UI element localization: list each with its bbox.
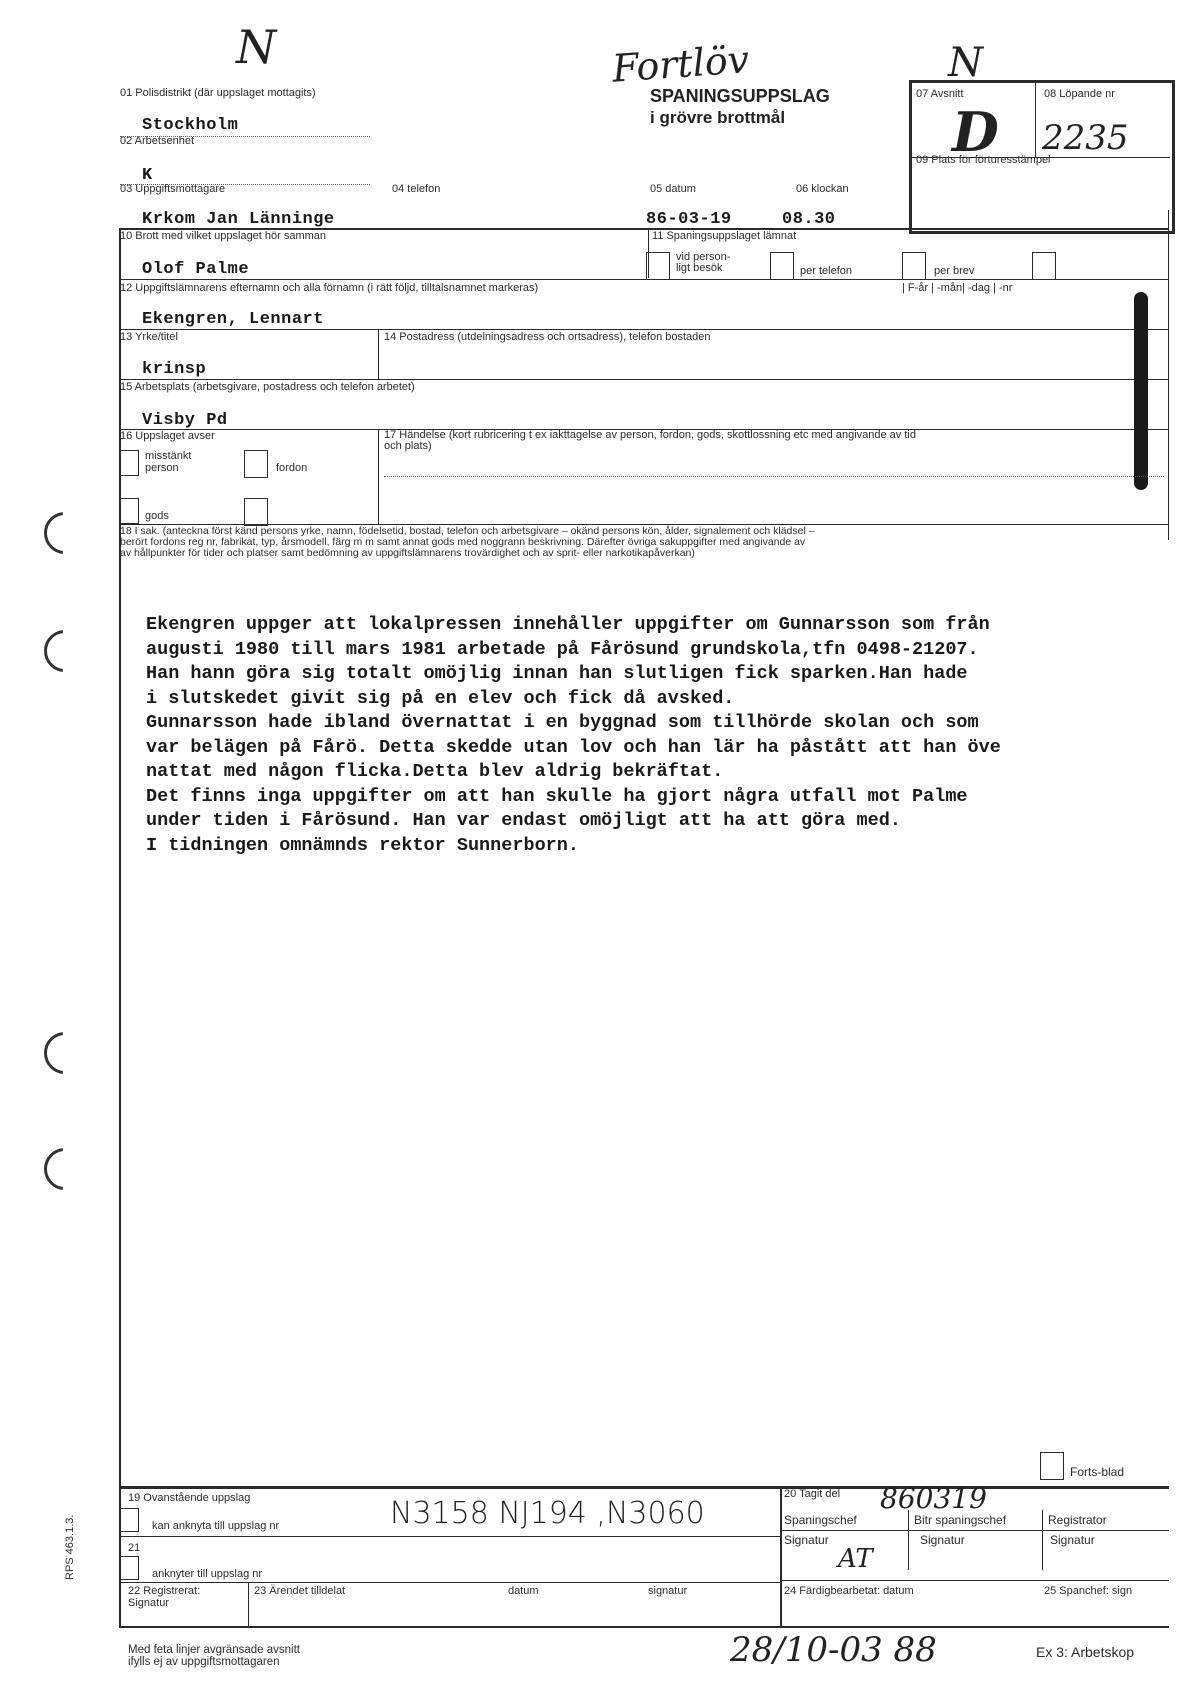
- value-occupation: krinsp: [142, 360, 207, 379]
- narrative-line: augusti 1980 till mars 1981 arbetade på Fårösund grundskola,tfn 0498-21207.: [146, 638, 979, 660]
- dotted-line: [384, 476, 1164, 477]
- divider: [378, 429, 379, 524]
- label-f16: 16 Uppslaget avser: [120, 430, 215, 442]
- label-signatur: signatur: [648, 1585, 688, 1597]
- label-f25: 25 Spanchef: sign: [1044, 1585, 1133, 1597]
- value-informant: Ekengren, Lennart: [142, 310, 324, 329]
- divider: [780, 1530, 1169, 1531]
- label-f13: 13 Yrke/titel: [120, 331, 178, 343]
- divider: [119, 1626, 1169, 1628]
- form-code: RPS 463.1.3.: [64, 1514, 76, 1580]
- label-f23: 23 Ärendet tilldelat: [254, 1585, 346, 1597]
- label-f09: 09 Plats för förturesstämpel: [916, 154, 1051, 166]
- narrative-line: I tidningen omnämnds rektor Sunnerborn.: [146, 834, 579, 856]
- label-f04: 04 telefon: [392, 183, 441, 195]
- checkbox-vehicle[interactable]: [244, 450, 268, 478]
- divider: [119, 1536, 780, 1537]
- label-f01: 01 Polisdistrikt (där uppslaget mottagits): [120, 87, 316, 99]
- label-f14: 14 Postadress (utdelningsadress och ortsadress), telefon bostaden: [384, 331, 711, 343]
- label-f18: 18 I sak. (anteckna först känd persons yrke, namn, födelsetid, bostad, telefon och arbetsgivare – okänd persons kön, ålder, signalement och klädsel – berört fordons reg nr, fabrikat, typ, årsmodell, färg m m samt annat gods med noggrann beskrivning. Därefter övriga sakuppgifter med angivande av av hållpunkter för tider och platser samt bedömning av uppgiftslämnarens trovärdighet och av sprit- eller narkotikapåverkan): [120, 525, 815, 559]
- label-datum: datum: [508, 1585, 539, 1597]
- narrative-line: Han hann göra sig totalt omöjlig innan han slutligen fick sparken.Han hade: [146, 663, 968, 684]
- checkbox-extra-16[interactable]: [244, 498, 268, 526]
- checkbox-f21[interactable]: [119, 1556, 139, 1580]
- label-f06: 06 klockan: [796, 183, 849, 195]
- copy-label: Ex 3: Arbetskop: [1036, 1644, 1135, 1660]
- label-f19-sub: kan anknyta till uppslag nr: [152, 1520, 280, 1532]
- divider: [1035, 82, 1036, 157]
- label-f08: 08 Löpande nr: [1044, 88, 1115, 100]
- narrative-line: var belägen på Fårö. Detta skedde utan lov och han lär ha påstått att han öve: [146, 736, 1001, 758]
- divider: [378, 329, 379, 379]
- label-f16-vehicle: fordon: [276, 462, 308, 474]
- narrative-line: i slutskedet givit sig på en elev och fick då avsked.: [146, 687, 735, 709]
- label-f07: 07 Avsnitt: [916, 88, 964, 100]
- label-f11: 11 Spaningsuppslaget lämnat: [652, 230, 797, 242]
- divider: [119, 329, 1169, 330]
- checkbox-visit[interactable]: [646, 252, 670, 280]
- value-workplace: Visby Pd: [142, 411, 228, 430]
- handwritten-mark-left: N: [236, 20, 277, 74]
- handwritten-note-top: Fortlöv: [610, 37, 751, 91]
- label-f16-goods: gods: [145, 510, 169, 522]
- label-f21-sub: anknyter till uppslag nr: [152, 1568, 263, 1580]
- form-title: SPANINGSUPPSLAG: [650, 86, 830, 106]
- divider: [248, 1582, 249, 1626]
- label-f11-letter: per brev: [934, 265, 975, 277]
- label-f02: 02 Arbetsenhet: [120, 135, 195, 147]
- checkbox-goods[interactable]: [119, 498, 139, 524]
- narrative-line: Gunnarsson hade ibland övernattat i en byggnad som tillhörde skolan och som: [146, 712, 979, 733]
- label-f17: 17 Händelse (kort rubricering t ex iakttagelse av person, fordon, gods, skottlossning etc med angivande av tid och plats): [384, 429, 916, 452]
- label-f16-suspect: misstänkt person: [145, 450, 192, 474]
- handwritten-mark-right: N: [948, 40, 983, 86]
- label-f19: 19 Ovanstående uppslag: [128, 1492, 251, 1504]
- value-related-refs: N3158 NJ194 ,N3060: [390, 1496, 705, 1531]
- label-f22: 22 Registrerat: Signatur: [128, 1585, 201, 1609]
- label-f21: 21: [128, 1542, 141, 1554]
- value-section: D: [952, 100, 999, 164]
- narrative-line: Det finns inga uppgifter om att han skulle ha gjort några utfall mot Palme: [146, 785, 968, 807]
- divider: [119, 379, 1169, 380]
- checkbox-suspect[interactable]: [119, 450, 139, 476]
- divider: [1042, 1510, 1043, 1570]
- form-right-border: [1168, 210, 1169, 540]
- punch-hole: [44, 1148, 86, 1190]
- label-signature: Signatur: [920, 1533, 965, 1547]
- value-taken-date: 860319: [880, 1482, 987, 1515]
- divider: [908, 1510, 909, 1570]
- label-signature: Signatur: [784, 1533, 829, 1547]
- value-serial-no: 2235: [1042, 118, 1129, 158]
- footer-note: Med feta linjer avgränsade avsnitt ifylls ej av uppgiftsmottagaren: [128, 1644, 300, 1668]
- narrative-line: under tiden i Fårösund. Han var endast omöjligt att ha att göra med.: [146, 810, 901, 831]
- punch-hole: [44, 630, 86, 672]
- form-subtitle: i grövre brottmål: [650, 108, 786, 127]
- checkbox-letter[interactable]: [902, 252, 926, 280]
- handwritten-bottom-date: 28/10-03 88: [730, 1630, 937, 1670]
- value-unit: K: [142, 166, 153, 185]
- punch-hole: [44, 1032, 86, 1074]
- narrative-line: nattat med någon flicka.Detta blev aldrig bekräftat.: [146, 761, 724, 782]
- label-f20-chief: Spaningschef: [784, 1513, 857, 1527]
- label-f20-reg: Registrator: [1048, 1513, 1107, 1527]
- divider: [119, 279, 1169, 280]
- label-f12: 12 Uppgiftslämnarens efternamn och alla förnamn (i rätt följd, tilltalsnamnet markeras): [120, 282, 539, 294]
- divider: [780, 1580, 1169, 1581]
- value-crime: Olof Palme: [142, 260, 250, 279]
- value-receiver: Krkom Jan Länninge: [142, 210, 335, 229]
- divider: [780, 1486, 782, 1626]
- checkbox-extra[interactable]: [1032, 252, 1056, 280]
- label-f20: 20 Tagit del: [784, 1488, 841, 1500]
- checkbox-f19[interactable]: [119, 1508, 139, 1532]
- label-f24: 24 Färdigbearbetat: datum: [784, 1585, 914, 1597]
- label-signature: Signatur: [1050, 1533, 1095, 1547]
- label-f05: 05 datum: [650, 183, 696, 195]
- label-f03: 03 Uppgiftsmottagare: [120, 183, 226, 195]
- label-f10: 10 Brott med vilket uppslaget hör samman: [120, 230, 327, 242]
- value-date: 86-03-19: [646, 210, 732, 229]
- label-f11-phone: per telefon: [800, 265, 852, 277]
- value-signature-initials: AT: [838, 1544, 873, 1574]
- label-f12-date: | F-år | -mån| -dag | -nr: [902, 282, 1013, 294]
- value-time: 08.30: [782, 210, 836, 229]
- label-f15: 15 Arbetsplats (arbetsgivare, postadress och telefon arbetet): [120, 381, 415, 393]
- label-f20-asst: Bitr spaningschef: [914, 1513, 1007, 1527]
- punch-hole: [44, 512, 86, 554]
- divider: [119, 1582, 780, 1583]
- checkbox-forts-blad[interactable]: [1040, 1452, 1064, 1480]
- narrative-line: Ekengren uppger att lokalpressen innehåller uppgifter om Gunnarsson som från: [146, 614, 990, 635]
- label-f11-visit: vid person- ligt besök: [676, 251, 731, 274]
- checkbox-phone[interactable]: [770, 252, 794, 280]
- redaction-bar: [1134, 292, 1148, 490]
- divider: [119, 1486, 1169, 1489]
- narrative-text: [146, 613, 1156, 858]
- value-district: Stockholm: [142, 116, 239, 135]
- label-forts-blad: Forts-blad: [1070, 1465, 1125, 1479]
